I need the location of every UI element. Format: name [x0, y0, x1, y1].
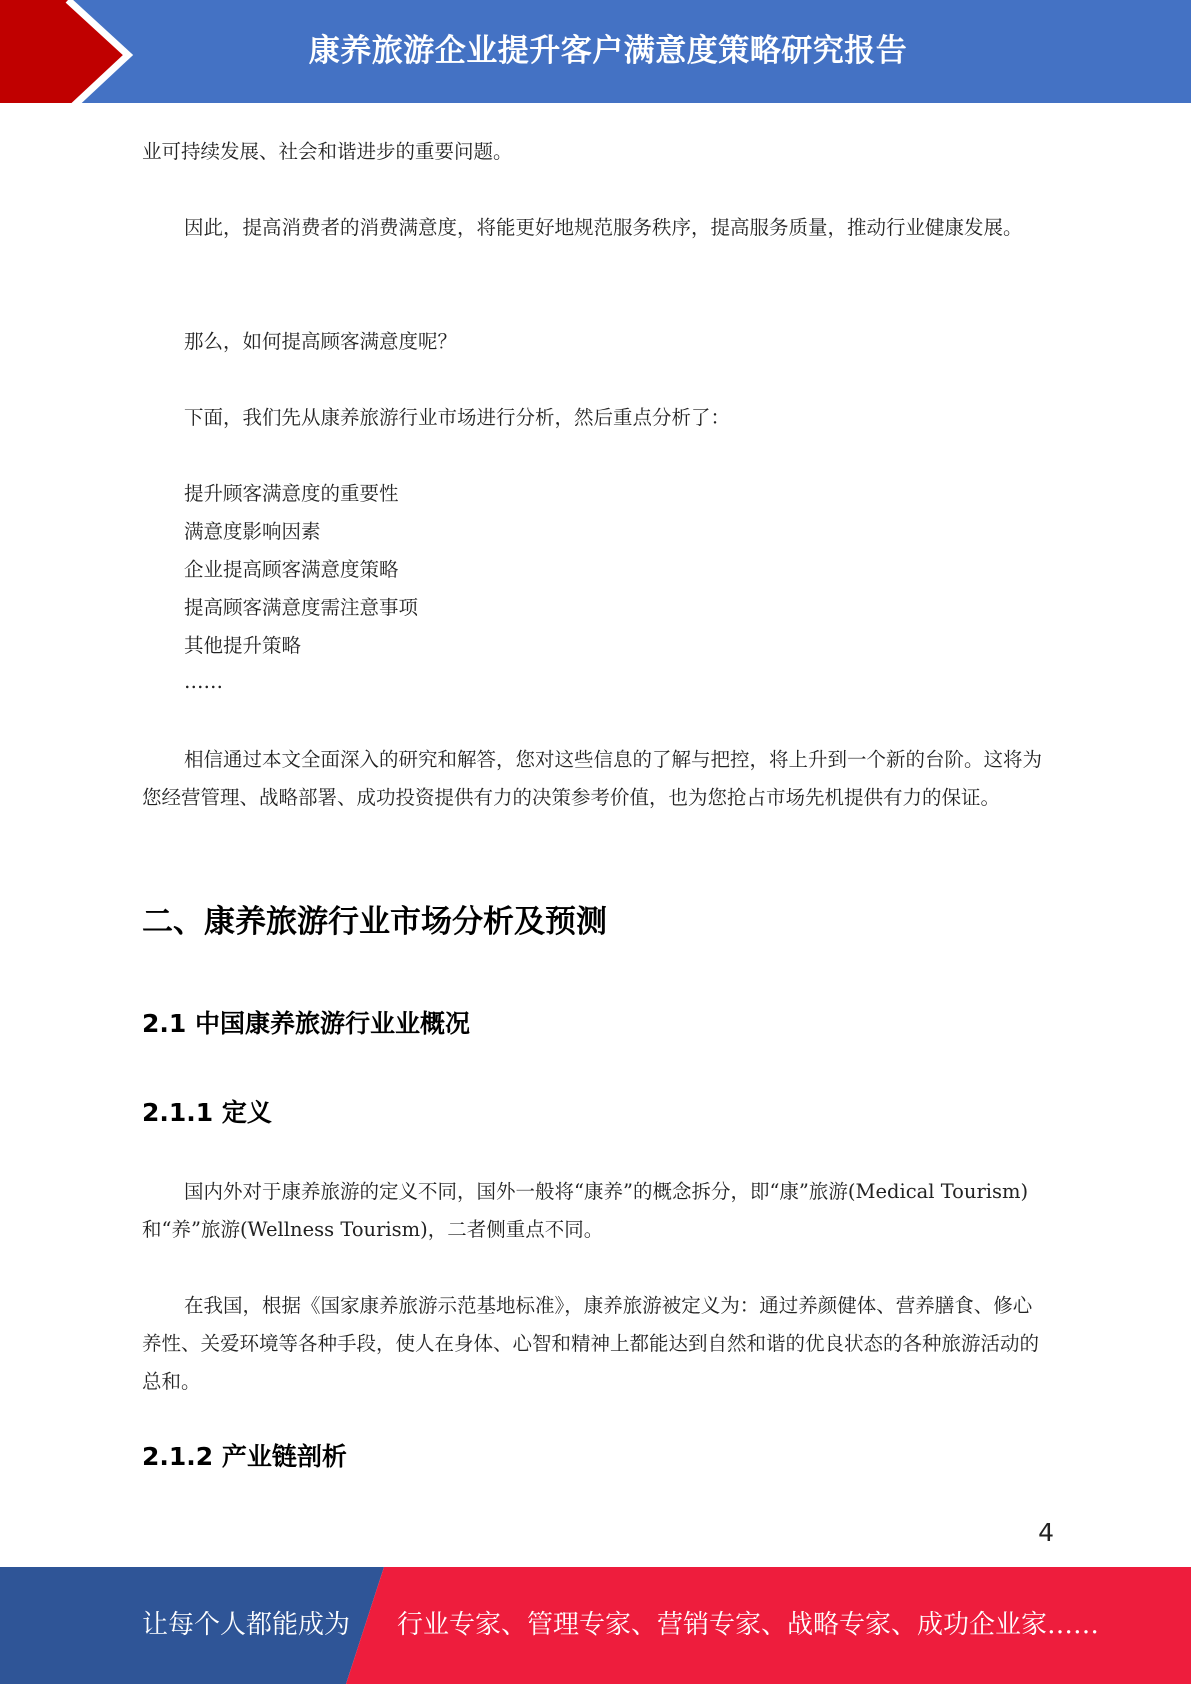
paragraph: 国内外对于康养旅游的定义不同，国外一般将“康养”的概念拆分，即“康”旅游(Medical Tourism)和“养”旅游(Wellness Tourism)，二者侧重点不同。 — [142, 1180, 1029, 1241]
section-heading: 二、康养旅游行业市场分析及预测 — [142, 904, 607, 940]
footer-slogan-left: 让每个人都能成为 — [142, 1610, 351, 1640]
paragraph: 下面，我们先从康养旅游行业市场进行分析，然后重点分析了： — [184, 406, 731, 429]
list-item: 提升顾客满意度的重要性 — [184, 482, 399, 505]
paragraph: 因此，提高消费者的消费满意度，将能更好地规范服务秩序，提高服务质量，推动行业健康发展。 — [184, 216, 1023, 239]
paragraph: 那么，如何提高顾客满意度呢？ — [184, 330, 458, 353]
footer-banner — [0, 1567, 1191, 1684]
subsection-heading: 2.1 中国康养旅游行业业概况 — [142, 1009, 470, 1038]
paragraph: 相信通过本文全面深入的研究和解答，您对这些信息的了解与把控，将上升到一个新的台阶。这将为您经营管理、战略部署、成功投资提供有力的决策参考价值，也为您抢占市场先机提供有力的保证。 — [142, 748, 1043, 809]
paragraph: 业可持续发展、社会和谐进步的重要问题。 — [142, 140, 513, 163]
subsection-heading: 2.1.1 定义 — [142, 1098, 272, 1127]
paragraph: 在我国，根据《国家康养旅游示范基地标准》，康养旅游被定义为：通过养颜健体、营养膳食、修心养性、关爱环境等各种手段，使人在身体、心智和精神上都能达到自然和谐的优良状态的各种旅游活动的总和。 — [142, 1294, 1040, 1393]
list-item: …… — [184, 670, 223, 693]
report-title: 康养旅游企业提升客户满意度策略研究报告 — [308, 33, 908, 69]
list-item: 企业提高顾客满意度策略 — [184, 558, 399, 581]
subsection-heading: 2.1.2 产业链剖析 — [142, 1442, 347, 1471]
footer-slogan-right: 行业专家、管理专家、营销专家、战略专家、成功企业家…… — [397, 1610, 1100, 1640]
header-banner — [0, 0, 1191, 111]
list-item: 提高顾客满意度需注意事项 — [184, 596, 419, 619]
list-item: 满意度影响因素 — [184, 520, 321, 543]
page-number: 4 — [1038, 1518, 1054, 1547]
list-item: 其他提升策略 — [184, 634, 302, 657]
